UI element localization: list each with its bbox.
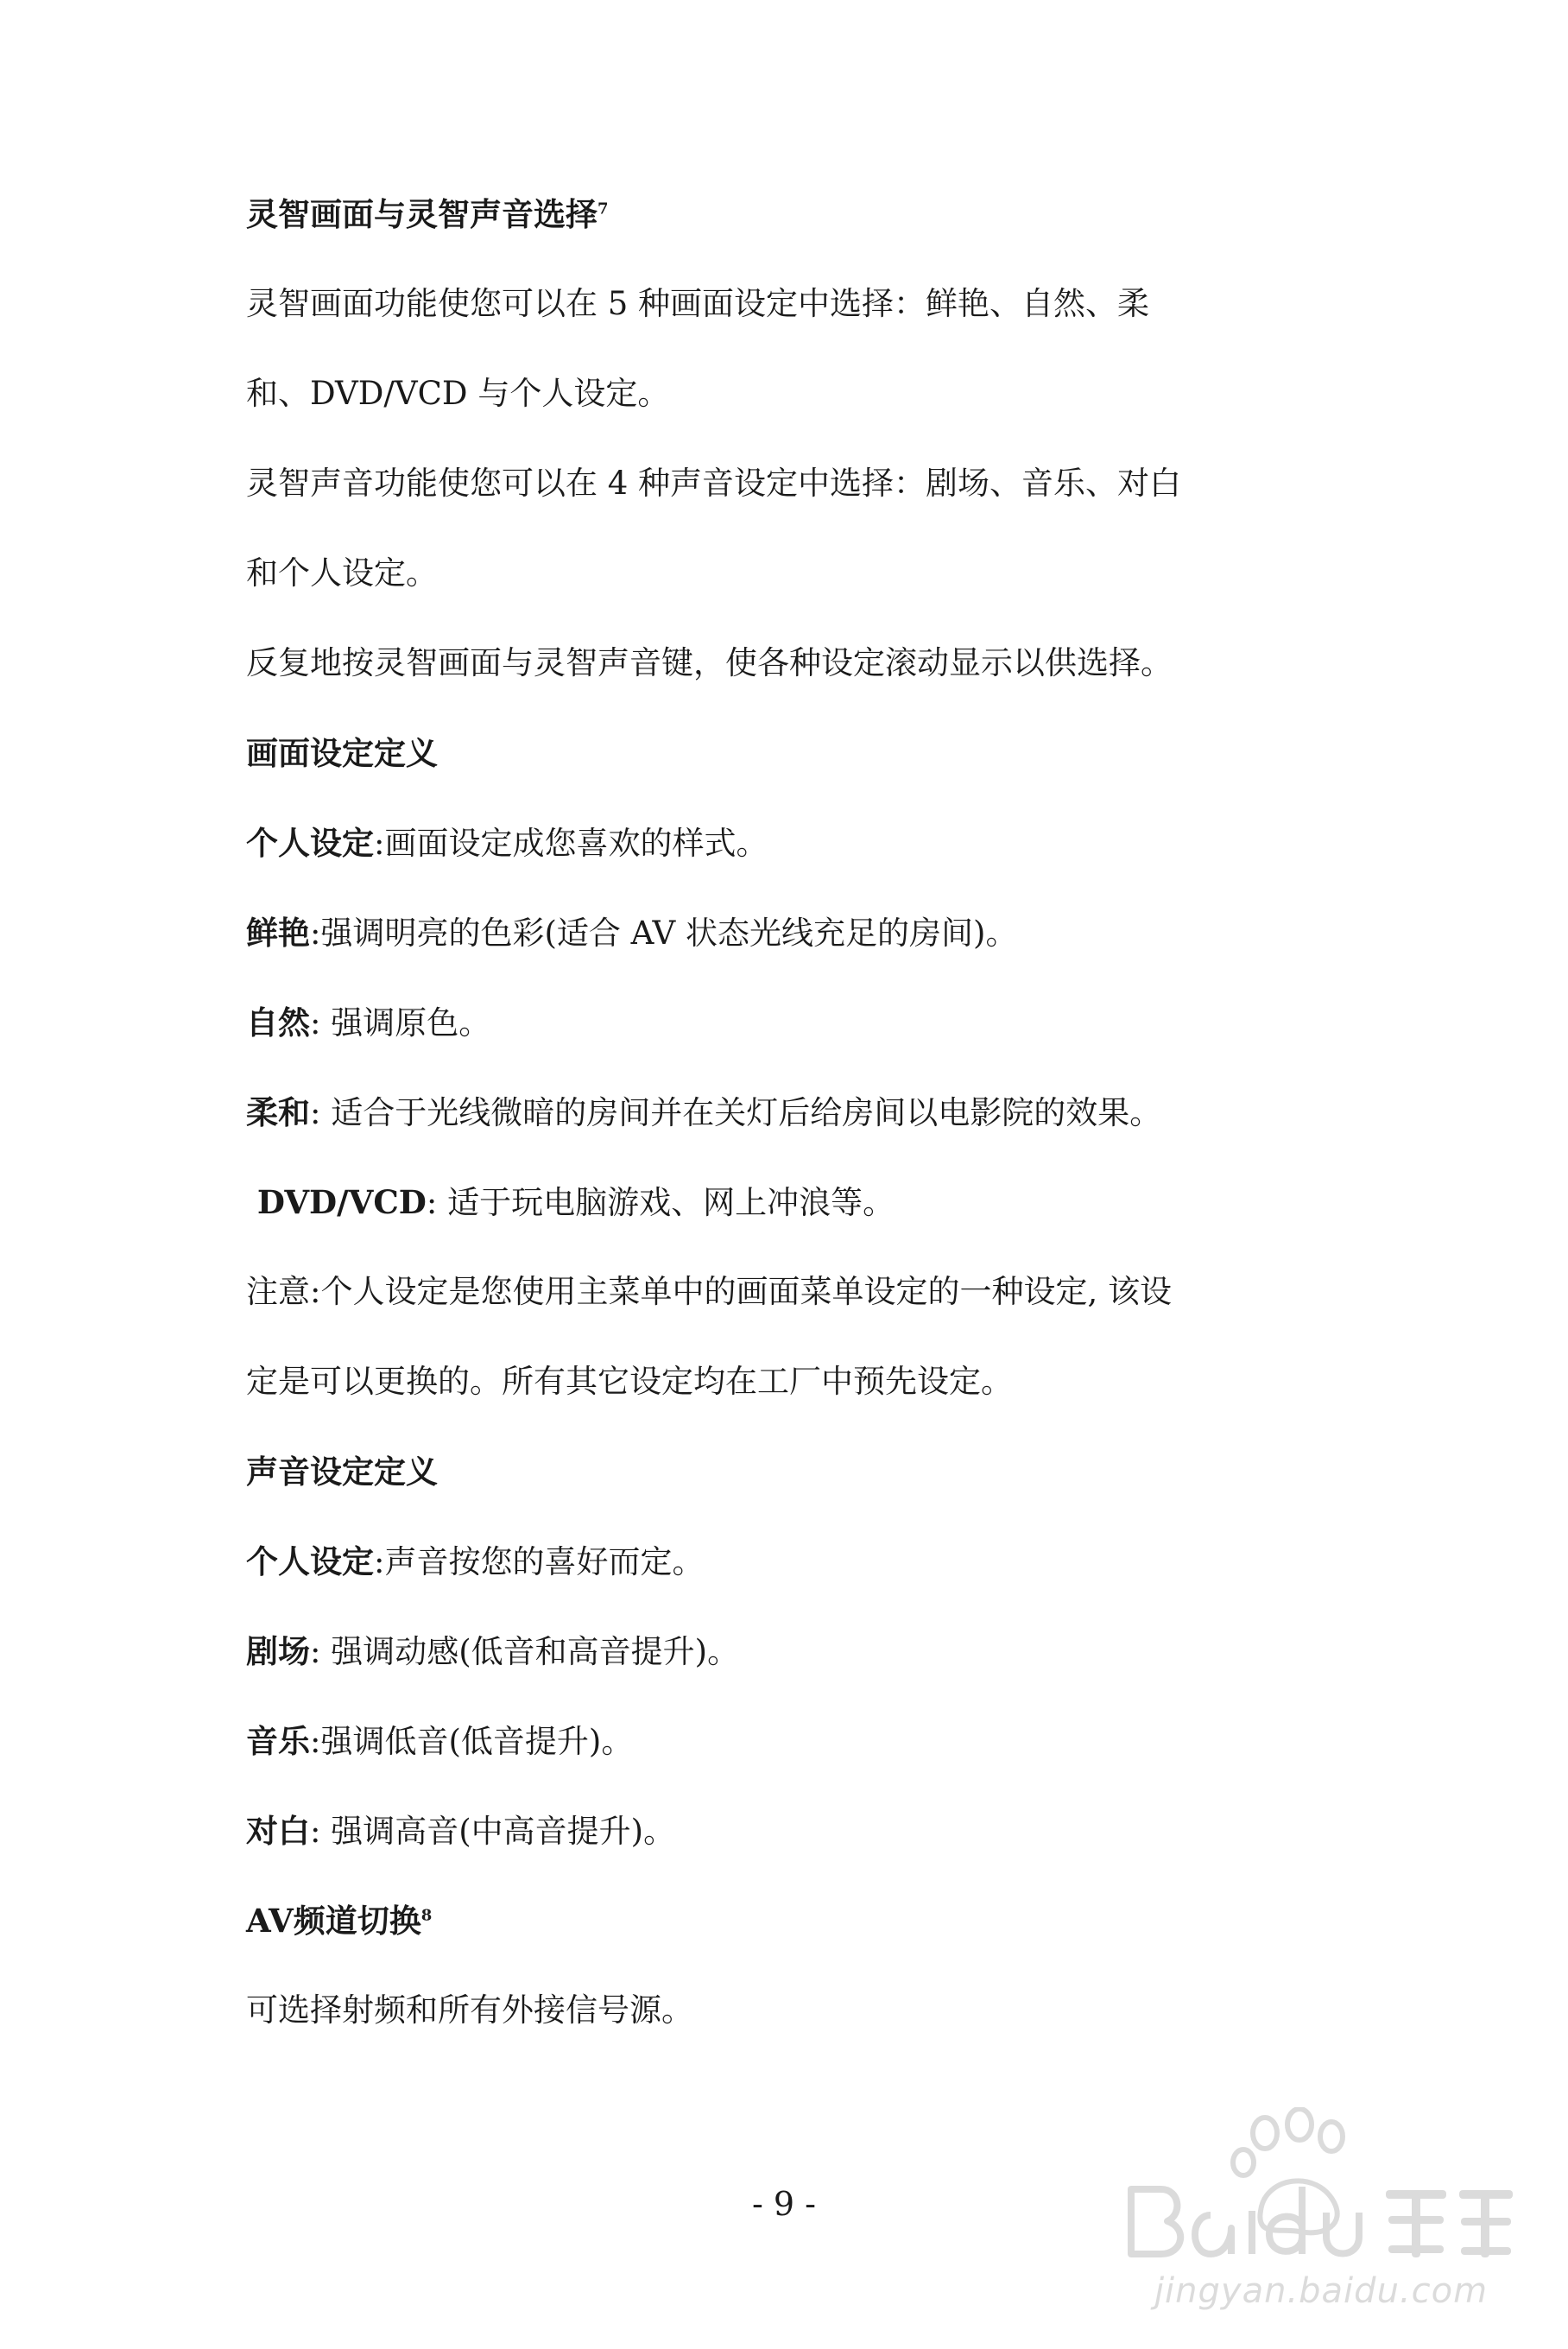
- definition-item: [246, 1093, 1161, 1132]
- definition-item: [246, 1632, 739, 1671]
- definition-term: DVD/VCD: [246, 1183, 427, 1221]
- definition-text: :强调低音(低音提升)。: [310, 1723, 634, 1760]
- baidu-jingyan-watermark: [1114, 2107, 1528, 2323]
- definition-item: [246, 1812, 675, 1851]
- footnote-marker: 7: [597, 199, 609, 218]
- note-line: 注意:个人设定是您使用主菜单中的画面菜单设定的一种设定, 该设: [246, 1273, 1172, 1310]
- definition-text: : 强调原色。: [310, 1004, 491, 1042]
- paragraph-line: 和个人设定。: [246, 554, 438, 592]
- definition-term: 个人设定: [246, 824, 374, 862]
- definition-text: :强调明亮的色彩(适合 AV 状态光线充足的房间)。: [310, 915, 1018, 952]
- definition-item: [246, 1004, 490, 1042]
- section-heading-av-channel: AV频道切换$^8$: [246, 1902, 433, 1940]
- definition-text: : 适于玩电脑游戏、网上冲浪等。: [426, 1184, 895, 1221]
- definition-item: [246, 914, 1017, 953]
- definition-term: 鲜艳: [246, 914, 310, 952]
- definition-term: 剧场: [246, 1632, 310, 1670]
- definition-item: [246, 824, 768, 863]
- definition-text: :声音按您的喜好而定。: [374, 1543, 705, 1580]
- section-heading-sound-definitions: 声音设定定义: [246, 1453, 438, 1491]
- paragraph-line: 和、DVD/VCD 与个人设定。: [246, 375, 670, 412]
- definition-term: 音乐: [246, 1722, 310, 1760]
- definition-term: 柔和: [246, 1093, 310, 1131]
- baidu-logo-icon: [1114, 2107, 1528, 2271]
- definition-item: [246, 1183, 895, 1222]
- definition-item: [246, 1722, 633, 1761]
- section-heading-smart-picture-sound: 灵智画面与灵智声音选择$^7$: [246, 195, 609, 233]
- page-number: - 9 -: [751, 2185, 816, 2223]
- definition-text: : 强调高音(中高音提升)。: [310, 1813, 676, 1850]
- definition-text: :画面设定成您喜欢的样式。: [374, 825, 768, 862]
- watermark-domain: jingyan.baidu.com: [1154, 2271, 1489, 2311]
- definition-text: : 强调动感(低音和高音提升)。: [310, 1633, 740, 1670]
- definition-term: 对白: [246, 1812, 310, 1850]
- paragraph-line: 灵智声音功能使您可以在 4 种声音设定中选择：剧场、音乐、对白: [246, 465, 1182, 502]
- definition-item: [246, 1542, 704, 1581]
- paragraph-line: 灵智画面功能使您可以在 5 种画面设定中选择：鲜艳、自然、柔: [246, 285, 1150, 322]
- definition-term: 自然: [246, 1004, 310, 1042]
- section-heading-picture-definitions: 画面设定定义: [246, 734, 438, 772]
- footnote-marker: 8: [420, 1906, 433, 1925]
- paragraph-line: 可选择射频和所有外接信号源。: [246, 1991, 693, 2029]
- definition-text: : 适合于光线微暗的房间并在关灯后给房间以电影院的效果。: [310, 1094, 1162, 1131]
- paragraph-line: 反复地按灵智画面与灵智声音键，使各种设定滚动显示以供选择。: [246, 644, 1173, 681]
- definition-term: 个人设定: [246, 1542, 374, 1580]
- note-line: 定是可以更换的。所有其它设定均在工厂中预先设定。: [246, 1363, 1013, 1400]
